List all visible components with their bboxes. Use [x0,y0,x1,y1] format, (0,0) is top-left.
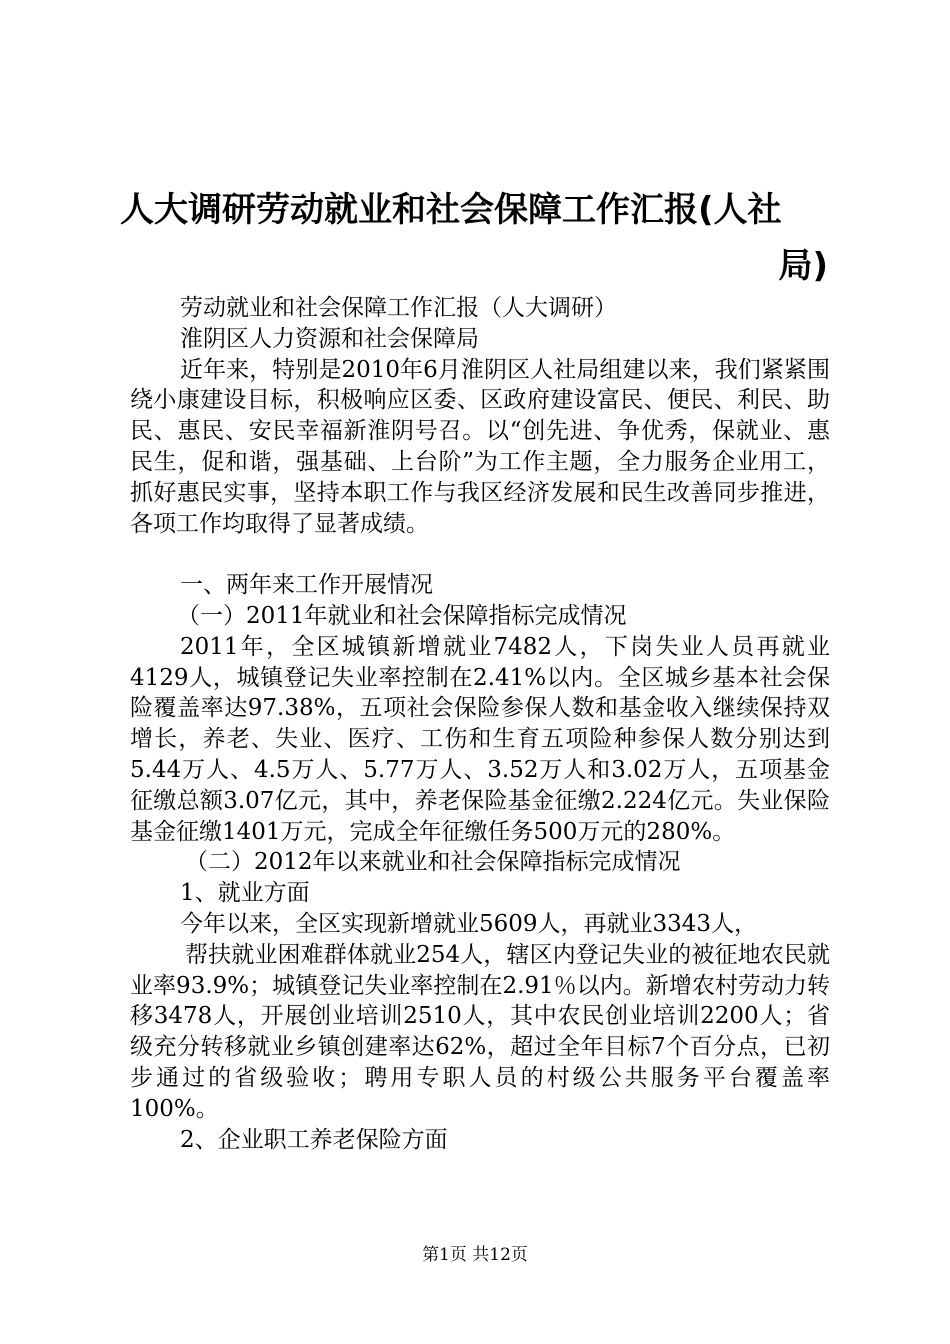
paragraph-employment-detail: 帮扶就业困难群体就业254人，辖区内登记失业的被征地农民就业率93.9%；城镇登记失业率控制在2.91％以内。新增农村劳动力转移3478人，开展创业培训2510人，其中农民创业培训2200人；省级充分转移就业乡镇创建率达62%，超过全年目标7个百分点，已初步通过的省级验收；聘用专职人员的村级公共服务平台覆盖率100%。 [130,941,830,1122]
report-subtitle: 劳动就业和社会保障工作汇报（人大调研） [180,295,617,321]
title-line-2: 局) [778,246,828,286]
document-body [130,293,830,1155]
paragraph-employment-line: 今年以来，全区实现新增就业5609人，再就业3343人， [180,910,758,937]
paragraph-2011-stats: 2011年，全区城镇新增就业7482人，下岗失业人员再就业4129人，城镇登记失业率控制在2.41%以内。全区城乡基本社会保险覆盖率达97.38%，五项社会保险参保人数和基金收入继续保持双增长，养老、失业、医疗、工伤和生育五项险种参保人数分别达到5.44万人、4.5万人、5.77万人、3.52万人和3.02万人，五项基金征缴总额3.07亿元，其中，养老保险基金征缴2.224亿元。失业保险基金征缴1401万元，完成全年征缴任务500万元的280%。 [130,633,830,845]
item-heading-pension: 2、企业职工养老保险方面 [180,1126,448,1153]
subsection-heading-2: （二）2012年以来就业和社会保障指标完成情况 [185,849,681,876]
document-title [120,182,830,294]
title-line-1: 人大调研劳动就业和社会保障工作汇报(人社 [120,190,782,230]
subsection-heading-1: （一）2011年就业和社会保障指标完成情况 [177,602,627,629]
section-heading-1: 一、两年来工作开展情况 [180,572,433,599]
intro-paragraph: 近年来，特别是2010年6月淮阴区人社局组建以来，我们紧紧围绕小康建设目标，积极响应区委、区政府建设富民、便民、利民、助民、惠民、安民幸福新淮阴号召。以“创先进、争优秀，保就业、惠民生，促和谐，强基础、上台阶”为工作主题，全力服务企业用工，抓好惠民实事，坚持本职工作与我区经济发展和民生改善同步推进，各项工作均取得了显著成绩。 [130,356,830,537]
paragraph-gap [130,539,830,570]
item-heading-employment: 1、就业方面 [180,880,310,907]
page-footer: 第1页 共12页 [422,1245,528,1265]
report-author: 淮阴区人力资源和社会保障局 [180,325,479,352]
